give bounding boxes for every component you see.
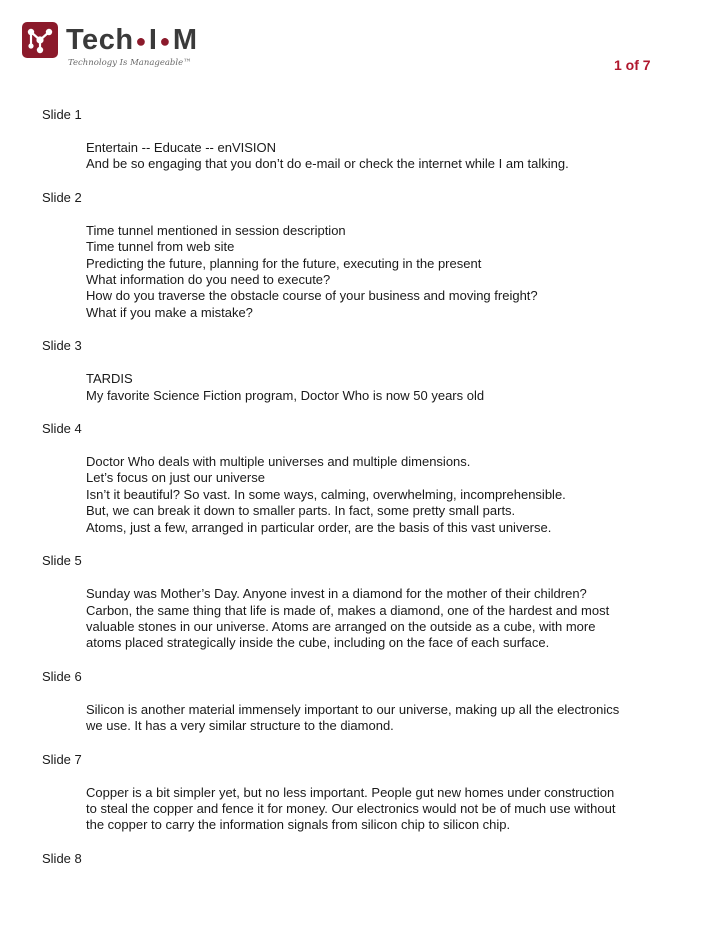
note-line: Predicting the future, planning for the future, executing in the present	[86, 255, 482, 271]
note-line: we use. It has a very similar structure to the diamond.	[86, 718, 394, 734]
page-header	[0, 0, 720, 90]
slide-heading: Slide 3	[42, 338, 82, 354]
slide-notes	[86, 586, 682, 652]
note-line: Isn’t it beautiful? So vast. In some ways, calming, overwhelming, incomprehensible.	[86, 486, 566, 502]
note-line: Doctor Who deals with multiple universes and multiple dimensions.	[86, 454, 471, 470]
slide-heading: Slide 7	[42, 751, 82, 767]
note-line: atoms placed strategically inside the cube, including on the face of each surface.	[86, 635, 550, 651]
note-line: Time tunnel mentioned in session description	[86, 222, 346, 238]
note-line: What information do you need to execute?	[86, 272, 331, 288]
note-line: to steal the copper and fence it for money. Our electronics would not be of much use without	[86, 800, 616, 816]
note-line: And be so engaging that you don’t do e-mail or check the internet while I am talking.	[86, 156, 569, 172]
slide-notes	[86, 223, 682, 321]
note-line: Sunday was Mother’s Day. Anyone invest in a diamond for the mother of their children?	[86, 586, 587, 602]
logo-text-m: M	[172, 24, 198, 56]
logo-dot-icon: ●	[135, 31, 147, 52]
note-line: the copper to carry the information signals from silicon chip to silicon chip.	[86, 817, 511, 833]
slide-heading: Slide 8	[42, 850, 82, 866]
techim-logo-icon	[22, 22, 58, 58]
slide-heading: Slide 6	[42, 668, 82, 684]
slide-notes	[86, 371, 682, 404]
note-line: Entertain -- Educate -- enVISION	[86, 140, 277, 155]
note-line: valuable stones in our universe. Atoms are arranged on the outside as a cube, with more	[86, 618, 596, 634]
note-line: How do you traverse the obstacle course of your business and moving freight?	[86, 288, 538, 304]
slide-heading: Slide 1	[42, 107, 82, 122]
note-line: Time tunnel from web site	[86, 239, 235, 255]
slide-notes	[86, 454, 682, 536]
logo-tagline: Technology Is Manageable™	[68, 58, 192, 68]
logo-text-tech: Tech	[66, 24, 134, 56]
note-line: My favorite Science Fiction program, Doctor Who is now 50 years old	[86, 387, 485, 403]
slide-heading: Slide 2	[42, 189, 82, 205]
document-body	[42, 107, 682, 867]
logo-wordmark	[66, 22, 198, 59]
page-number: 1 of 7	[614, 57, 651, 73]
note-line: What if you make a mistake?	[86, 304, 253, 320]
slide-heading: Slide 4	[42, 421, 82, 437]
note-line: Atoms, just a few, arranged in particular order, are the basis of this vast universe.	[86, 519, 552, 535]
note-line: Let’s focus on just our universe	[86, 470, 265, 486]
note-line: But, we can break it down to smaller parts. In fact, some pretty small parts.	[86, 503, 516, 519]
slide-notes	[86, 785, 682, 834]
logo-text-i: I	[148, 24, 158, 56]
note-line: Copper is a bit simpler yet, but no less important. People gut new homes under construction	[86, 784, 615, 800]
note-line: Carbon, the same thing that life is made of, makes a diamond, one of the hardest and most	[86, 602, 610, 618]
slide-notes	[86, 702, 682, 735]
note-line: TARDIS	[86, 371, 133, 387]
note-line: Silicon is another material immensely important to our universe, making up all the electronics	[86, 701, 620, 717]
logo-dot-icon: ●	[159, 31, 171, 52]
slide-notes	[86, 140, 682, 173]
slide-heading: Slide 5	[42, 553, 82, 569]
